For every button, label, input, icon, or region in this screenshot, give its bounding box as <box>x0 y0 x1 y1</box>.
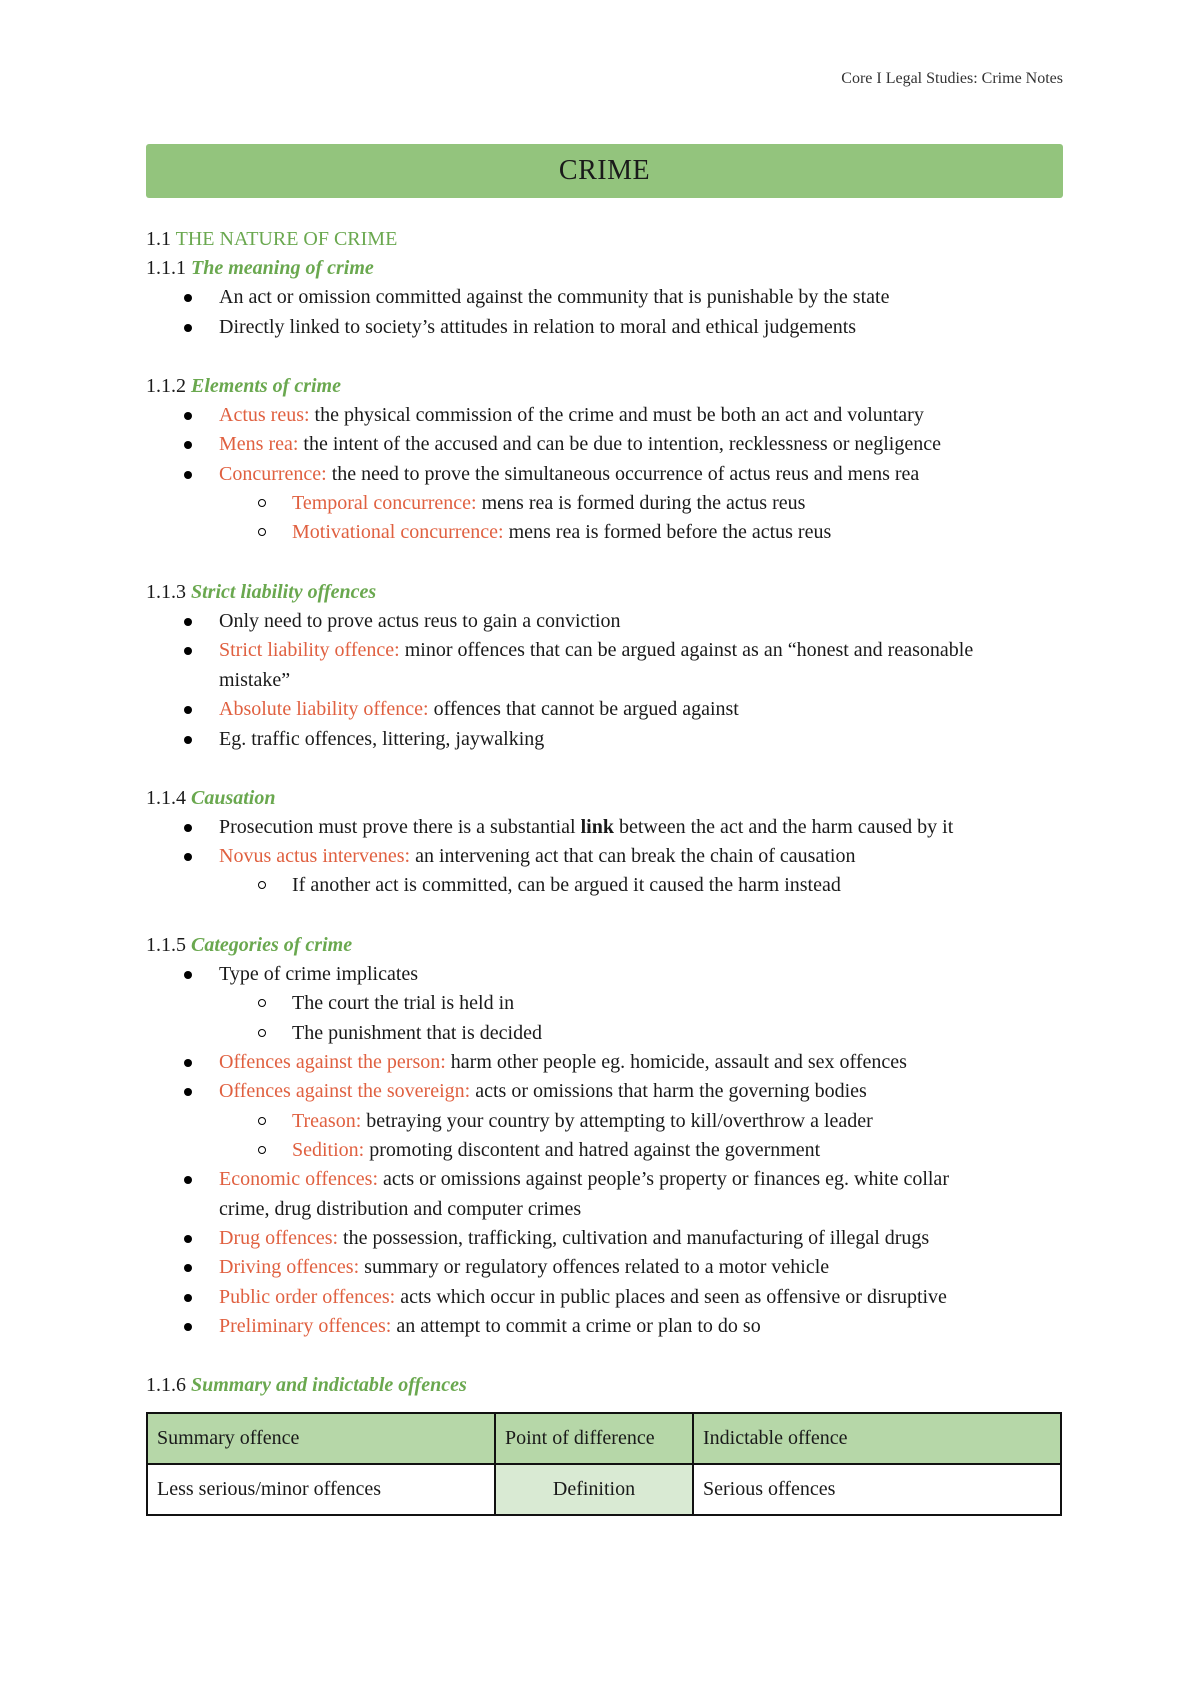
subsection-heading <box>146 933 352 957</box>
list-item: Offences against the sovereign: acts or omissions that harm the governing bodies <box>146 1079 867 1103</box>
sub-list-item: The court the trial is held in <box>146 991 514 1015</box>
list-item-continuation: mistake” <box>219 669 291 691</box>
list-item: Mens rea: the intent of the accused and can be due to intention, recklessness or negligence <box>146 432 941 456</box>
bullet-icon <box>184 1088 192 1096</box>
circle-bullet-icon <box>258 881 266 889</box>
list-item: Strict liability offence: minor offences that can be argued against as an “honest and reasonable <box>146 638 973 662</box>
bullet-icon <box>184 971 192 979</box>
subsection-title: Summary and indictable offences <box>191 1374 467 1396</box>
section-heading <box>146 227 397 251</box>
subsection-heading <box>146 580 376 604</box>
page-title: CRIME <box>146 144 1063 198</box>
table-header-cell: Indictable offence <box>693 1413 1061 1464</box>
circle-bullet-icon <box>258 999 266 1007</box>
table-cell: Definition <box>495 1464 693 1515</box>
sub-list-item: Treason: betraying your country by attempting to kill/overthrow a leader <box>146 1109 873 1133</box>
table-header-cell: Point of difference <box>495 1413 693 1464</box>
circle-bullet-icon <box>258 1029 266 1037</box>
bullet-icon <box>184 706 192 714</box>
bullet-icon <box>184 1059 192 1067</box>
subsection-number: 1.1.1 <box>146 257 186 279</box>
bullet-icon <box>184 1235 192 1243</box>
sub-list-item: Motivational concurrence: mens rea is formed before the actus reus <box>146 520 831 544</box>
list-item: Only need to prove actus reus to gain a conviction <box>146 609 621 633</box>
subsection-title: Strict liability offences <box>191 581 377 603</box>
table-header-cell: Summary offence <box>147 1413 495 1464</box>
bullet-icon <box>184 471 192 479</box>
list-item: Preliminary offences: an attempt to commit a crime or plan to do so <box>146 1314 761 1338</box>
bullet-icon <box>184 294 192 302</box>
list-item: An act or omission committed against the community that is punishable by the state <box>146 285 889 309</box>
bullet-icon <box>184 824 192 832</box>
offences-comparison-table <box>146 1412 1062 1516</box>
list-item: Eg. traffic offences, littering, jaywalking <box>146 727 544 751</box>
bullet-icon <box>184 441 192 449</box>
bullet-icon <box>184 412 192 420</box>
subsection-title: Categories of crime <box>191 934 353 956</box>
bullet-icon <box>184 1323 192 1331</box>
circle-bullet-icon <box>258 1146 266 1154</box>
bullet-icon <box>184 1294 192 1302</box>
section-number: 1.1 <box>146 228 171 250</box>
sub-list-item: If another act is committed, can be argued it caused the harm instead <box>146 873 841 897</box>
subsection-heading <box>146 786 275 810</box>
subsection-number: 1.1.3 <box>146 581 186 603</box>
table-cell: Less serious/minor offences <box>147 1464 495 1515</box>
table-cell: Serious offences <box>693 1464 1061 1515</box>
table-row <box>147 1464 1061 1515</box>
bullet-icon <box>184 1176 192 1184</box>
list-item: Directly linked to society’s attitudes in relation to moral and ethical judgements <box>146 315 856 339</box>
list-item-continuation: crime, drug distribution and computer crimes <box>219 1198 582 1220</box>
subsection-number: 1.1.2 <box>146 375 186 397</box>
subsection-title: Causation <box>191 787 276 809</box>
list-item: Concurrence: the need to prove the simultaneous occurrence of actus reus and mens rea <box>146 462 919 486</box>
bullet-icon <box>184 618 192 626</box>
sub-list-item: Sedition: promoting discontent and hatred against the government <box>146 1138 820 1162</box>
sub-list-item: The punishment that is decided <box>146 1021 542 1045</box>
list-item: Novus actus intervenes: an intervening act that can break the chain of causation <box>146 844 855 868</box>
bullet-icon <box>184 736 192 744</box>
running-header: Core I Legal Studies: Crime Notes <box>841 70 1063 87</box>
list-item: Offences against the person: harm other people eg. homicide, assault and sex offences <box>146 1050 907 1074</box>
list-item: Absolute liability offence: offences that cannot be argued against <box>146 697 739 721</box>
bullet-icon <box>184 324 192 332</box>
list-item: Driving offences: summary or regulatory offences related to a motor vehicle <box>146 1255 829 1279</box>
bullet-icon <box>184 853 192 861</box>
circle-bullet-icon <box>258 499 266 507</box>
list-item: Public order offences: acts which occur in public places and seen as offensive or disruptive <box>146 1285 947 1309</box>
section-title: THE NATURE OF CRIME <box>175 228 398 250</box>
subsection-number: 1.1.6 <box>146 1374 186 1396</box>
list-item: Actus reus: the physical commission of the crime and must be both an act and voluntary <box>146 403 924 427</box>
subsection-title: Elements of crime <box>191 375 341 397</box>
sub-list-item: Temporal concurrence: mens rea is formed during the actus reus <box>146 491 805 515</box>
list-item: Drug offences: the possession, trafficking, cultivation and manufacturing of illegal drugs <box>146 1226 929 1250</box>
table-header-row <box>147 1413 1061 1464</box>
bullet-icon <box>184 1264 192 1272</box>
subsection-heading <box>146 256 374 280</box>
subsection-title: The meaning of crime <box>191 257 374 279</box>
subsection-number: 1.1.4 <box>146 787 186 809</box>
list-item: Type of crime implicates <box>146 962 418 986</box>
list-item: Prosecution must prove there is a substantial link between the act and the harm caused by it <box>146 815 953 839</box>
circle-bullet-icon <box>258 528 266 536</box>
circle-bullet-icon <box>258 1117 266 1125</box>
bullet-icon <box>184 647 192 655</box>
subsection-heading <box>146 1373 467 1397</box>
subsection-number: 1.1.5 <box>146 934 186 956</box>
subsection-heading <box>146 374 341 398</box>
list-item: Economic offences: acts or omissions against people’s property or finances eg. white collar <box>146 1167 949 1191</box>
